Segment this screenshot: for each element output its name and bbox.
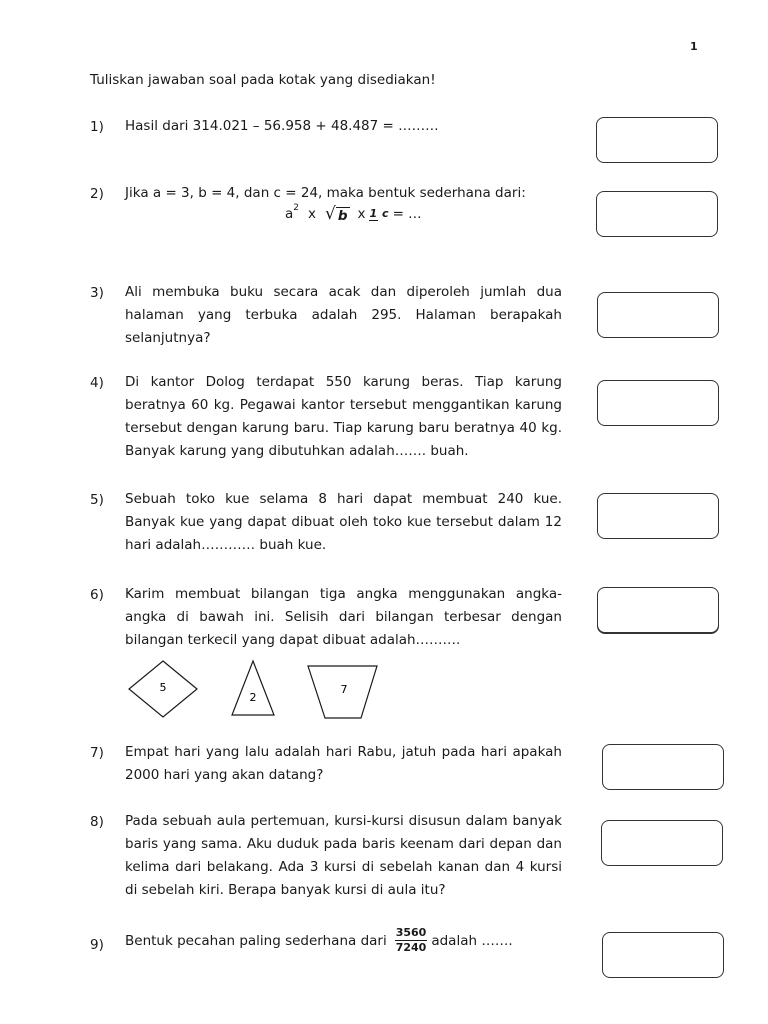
answer-box-3[interactable] [597, 292, 719, 338]
fraction-9-denominator: 7240 [395, 941, 427, 954]
instruction: Tuliskan jawaban soal pada kotak yang disediakan! [90, 72, 436, 88]
question-number-9: 9) [90, 937, 104, 953]
question-text-9 [125, 926, 513, 955]
question-number-7: 7) [90, 745, 104, 761]
answer-box-1[interactable] [596, 117, 718, 163]
question-9-before: Bentuk pecahan paling sederhana dari [125, 932, 387, 949]
question-text-7: Empat hari yang lalu adalah hari Rabu, jatuh pada hari apakah 2000 hari yang akan datang? [125, 744, 562, 783]
answer-box-8[interactable] [601, 820, 723, 866]
question-text-3: Ali membuka buku secara acak dan diperoleh jumlah dua halaman yang terbuka adalah 295. Halaman berapakah selanjutnya? [125, 284, 562, 346]
formula-times-2: x [357, 206, 366, 222]
question-number-5: 5) [90, 492, 104, 508]
shape-label-7: 7 [340, 683, 348, 696]
fraction-9 [395, 926, 428, 955]
question-text-5: Sebuah toko kue selama 8 hari dapat membuat 240 kue. Banyak kue yang dapat dibuat oleh toko kue tersebut dalam 12 hari adalah………… buah kue. [125, 491, 562, 553]
question-text-4: Di kantor Dolog terdapat 550 karung beras. Tiap karung beratnya 60 kg. Pegawai kantor tersebut menggantikan karung tersebut dengan karung baru. Tiap karung baru beratnya 40 kg. Banyak karung yang dibutuhkan adalah……. buah. [125, 374, 562, 459]
formula-tail: = … [392, 206, 422, 222]
answer-box-6[interactable] [597, 587, 719, 633]
question-number-3: 3) [90, 285, 104, 301]
formula-times-1: x [308, 206, 317, 222]
answer-box-5[interactable] [597, 493, 719, 539]
page-number: 1 [690, 40, 698, 53]
digit-shapes [125, 658, 385, 720]
triangle-shape [232, 661, 274, 715]
fraction-9-numerator: 3560 [395, 926, 427, 939]
question-text-6: Karim membuat bilangan tiga angka menggunakan angka-angka di bawah ini. Selisih dari bilangan terbesar dengan bilangan terkecil yang dapat dibuat adalah………. [125, 586, 562, 648]
formula-2 [285, 204, 422, 224]
answer-box-7[interactable] [602, 744, 724, 790]
formula-a: a [285, 206, 294, 222]
formula-b: b [337, 207, 348, 224]
shape-label-5: 5 [159, 681, 167, 694]
question-text-2: Jika a = 3, b = 4, dan c = 24, maka bentuk sederhana dari: [125, 185, 526, 201]
sqrt-icon: √ [325, 204, 336, 224]
formula-denominator: c [382, 206, 389, 220]
question-number-1: 1) [90, 119, 104, 135]
answer-box-2[interactable] [596, 191, 718, 237]
answer-box-9[interactable] [602, 932, 724, 978]
question-9-after: adalah ……. [431, 932, 513, 949]
formula-numerator: 1 [369, 206, 378, 220]
question-number-4: 4) [90, 375, 104, 391]
formula-exponent: 2 [293, 203, 300, 213]
question-text-1: Hasil dari 314.021 – 56.958 + 48.487 = ……… [125, 118, 439, 134]
shape-label-2: 2 [249, 691, 257, 704]
formula-fraction [369, 208, 389, 221]
question-number-8: 8) [90, 814, 104, 830]
question-text-8: Pada sebuah aula pertemuan, kursi-kursi disusun dalam banyak baris yang sama. Aku duduk pada baris keenam dari depan dan kelima dari belakang. Ada 3 kursi di sebelah kanan dan 4 kursi di sebelah kiri. Berapa banyak kursi di aula itu? [125, 813, 562, 898]
answer-box-4[interactable] [597, 380, 719, 426]
question-number-2: 2) [90, 186, 104, 202]
question-number-6: 6) [90, 587, 104, 603]
